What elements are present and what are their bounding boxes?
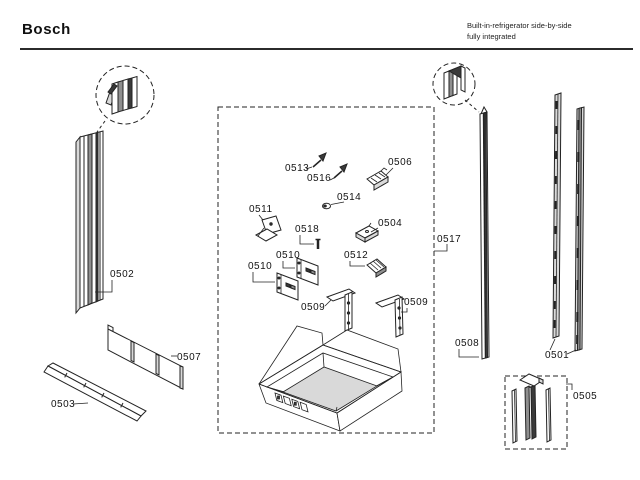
part-label-0509-a: 0509 [301, 302, 326, 313]
subtitle-line-2: fully integrated [467, 32, 516, 41]
part-label-0517: 0517 [437, 234, 462, 245]
part-label-0506: 0506 [388, 157, 413, 168]
bracket-0509-a-drawing [325, 289, 355, 331]
part-label-0518: 0518 [295, 224, 320, 235]
part-label-0501: 0501 [545, 350, 570, 361]
subtitle-line-1: Built-in-refrigerator side-by-side [467, 21, 572, 30]
part-label-0505: 0505 [573, 391, 598, 402]
part-label-0509-b: 0509 [404, 297, 429, 308]
bracket-0509-b-drawing [376, 295, 407, 337]
bracket-0506-drawing [367, 168, 393, 190]
strips-0501-drawing [550, 93, 584, 354]
kit-0505-dashed-box [505, 374, 572, 449]
grommet-0514-drawing [323, 202, 345, 209]
rail-0508-drawing [434, 107, 489, 359]
part-label-0510-b: 0510 [248, 261, 273, 272]
part-label-0502: 0502 [110, 269, 135, 280]
part-label-0514: 0514 [337, 192, 362, 203]
part-label-0513: 0513 [285, 163, 310, 174]
panel-0507-drawing [108, 325, 183, 389]
rail-0502-drawing [76, 131, 112, 313]
part-label-0507: 0507 [177, 352, 202, 363]
part-label-0516: 0516 [307, 173, 332, 184]
screw-0516-drawing [330, 164, 347, 180]
part-label-0503: 0503 [51, 399, 76, 410]
strip-0503-drawing [44, 363, 146, 421]
bracket-0511-drawing [256, 215, 281, 241]
bracket-0504-drawing [356, 223, 378, 242]
part-0512-drawing [350, 259, 386, 277]
detail-circle-right [433, 63, 479, 112]
part-label-0510-a: 0510 [276, 250, 301, 261]
part-label-0504: 0504 [378, 218, 403, 229]
part-label-0508: 0508 [455, 338, 480, 349]
brand-logo-text: Bosch [22, 21, 71, 38]
pin-0518-drawing [300, 235, 321, 249]
part-label-0512: 0512 [344, 250, 369, 261]
detail-circle-left [96, 66, 154, 132]
part-label-0511: 0511 [249, 204, 273, 215]
plate-0510-b-drawing [253, 272, 298, 300]
carton-box-drawing [259, 326, 402, 431]
